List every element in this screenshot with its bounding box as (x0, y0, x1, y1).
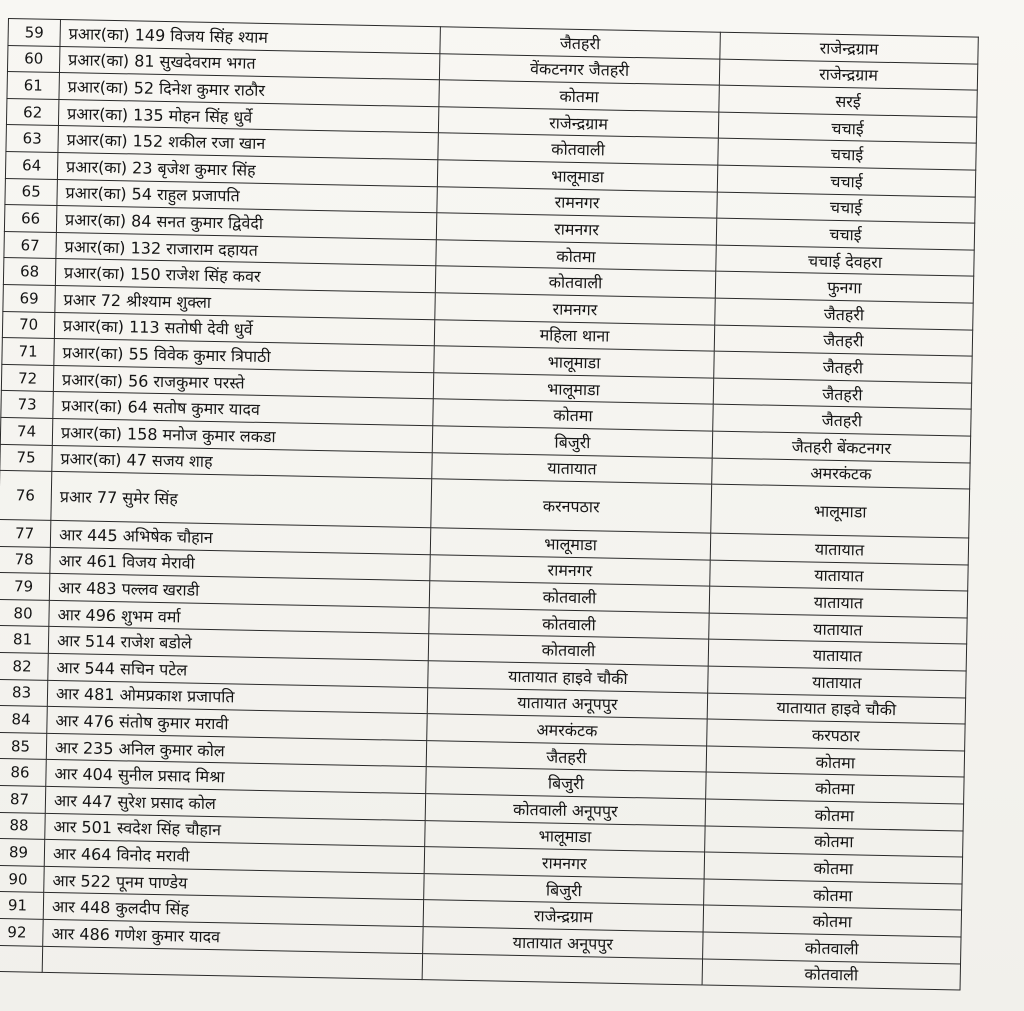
current-posting-cell: राजेन्द्रग्राम (423, 900, 703, 932)
new-posting-cell: कोतवाली (703, 932, 961, 964)
employee-name-cell: प्रआर(का) 84 सनत कुमार द्विवेदी (56, 206, 436, 240)
new-posting-cell: राजेन्द्रग्राम (719, 59, 977, 91)
serial-number-cell: 71 (2, 338, 55, 366)
current-posting-cell: कोतमा (436, 240, 716, 272)
serial-number-cell: 60 (7, 45, 60, 73)
current-posting-cell: भालूमाडा (425, 820, 705, 852)
serial-number-cell: 64 (5, 151, 58, 179)
new-posting-cell: चचाई (717, 165, 975, 197)
employee-name-cell: आर 496 शुभम वर्मा (49, 600, 429, 634)
new-posting-cell: चचाई देवहरा (716, 245, 974, 277)
new-posting-cell: जैतहरी (714, 325, 972, 357)
current-posting-cell: कोतवाली (429, 581, 709, 613)
serial-number-cell: 76 (0, 471, 52, 521)
serial-number-cell: 80 (0, 599, 49, 627)
current-posting-cell: भालूमाडा (430, 528, 710, 560)
employee-name-cell: प्रआर(का) 158 मनोज कुमार लकडा (52, 418, 432, 452)
serial-number-cell: 91 (0, 892, 44, 920)
current-posting-cell: महिला थाना (434, 319, 714, 351)
employee-name-cell: आर 522 पूनम पाण्डेय (44, 866, 424, 900)
employee-name-cell: प्रआर(का) 152 शकील रजा खान (58, 126, 438, 160)
new-posting-cell: यातायात (710, 533, 968, 565)
serial-number-cell: 72 (1, 364, 54, 392)
employee-name-cell: आर 404 सुनील प्रसाद मिश्रा (46, 760, 426, 794)
serial-number-cell: 84 (0, 706, 47, 734)
current-posting-cell: यातायात अनूपपुर (427, 687, 707, 719)
new-posting-cell: चचाई (718, 112, 976, 144)
serial-number-cell: 70 (2, 311, 55, 339)
new-posting-cell: करपठार (707, 719, 965, 751)
serial-number-cell: 88 (0, 812, 45, 840)
current-posting-cell: रामनगर (437, 186, 717, 218)
new-posting-cell: यातायात (709, 586, 967, 618)
employee-name-cell: आर 476 संतोष कुमार मरावी (47, 707, 427, 741)
transfer-table (0, 18, 979, 991)
new-posting-cell: चचाई (718, 139, 976, 171)
new-posting-cell: राजेन्द्रग्राम (720, 32, 978, 64)
employee-name-cell: प्रआर(का) 54 राहुल प्रजापति (57, 179, 437, 213)
employee-name-cell: प्रआर 77 सुमेर सिंह (51, 472, 432, 528)
employee-name-cell: प्रआर(का) 55 विवेक कुमार त्रिपाठी (54, 339, 434, 373)
serial-number-cell: 90 (0, 865, 44, 893)
serial-number-cell: 73 (1, 391, 54, 419)
current-posting-cell: बिजुरी (426, 767, 706, 799)
employee-name-cell: आर 235 अनिल कुमार कोल (46, 733, 426, 767)
new-posting-cell: अमरकंटक (712, 458, 970, 490)
serial-number-cell: 87 (0, 785, 46, 813)
current-posting-cell: जैतहरी (440, 27, 720, 59)
current-posting-cell: बिजुरी (432, 426, 712, 458)
new-posting-cell: यातायात हाइवे चौकी (707, 693, 965, 725)
employee-name-cell: आर 483 पल्लव खराडी (49, 574, 429, 608)
employee-name-cell: प्रआर(का) 135 मोहन सिंह धुर्वे (58, 99, 438, 133)
new-posting-cell: जैतहरी बेंकटनगर (712, 431, 970, 463)
current-posting-cell: भालूमाडा (437, 160, 717, 192)
serial-number-cell: 67 (4, 231, 57, 259)
serial-number-cell: 75 (0, 444, 52, 472)
employee-name-cell: आर 461 विजय मेरावी (50, 547, 430, 581)
serial-number-cell: 77 (0, 520, 51, 548)
employee-name-cell: प्रआर(का) 150 राजेश सिंह कवर (55, 259, 435, 293)
current-posting-cell: कोतवाली (429, 608, 709, 640)
employee-name-cell: प्रआर(का) 132 राजाराम दहायत (56, 232, 436, 266)
current-posting-cell: करनपठार (431, 479, 712, 533)
serial-number-cell: 66 (4, 205, 57, 233)
employee-name-cell: प्रआर(का) 23 बृजेश कुमार सिंह (57, 152, 437, 186)
employee-name-cell: आर 447 सुरेश प्रसाद कोल (45, 786, 425, 820)
current-posting-cell: कोतवाली अनूपपुर (425, 794, 705, 826)
new-posting-cell: चचाई (716, 218, 974, 250)
serial-number-cell: 68 (3, 258, 56, 286)
serial-number-cell: 92 (0, 918, 43, 946)
serial-number-cell (0, 945, 43, 973)
new-posting-cell: चचाई (717, 192, 975, 224)
serial-number-cell: 83 (0, 679, 48, 707)
employee-name-cell: आर 481 ओमप्रकाश प्रजापति (47, 680, 427, 714)
employee-name-cell: आर 486 गणेश कुमार यादव (43, 919, 423, 953)
employee-name-cell: आर 464 विनोद मरावी (44, 840, 424, 874)
current-posting-cell: कोतवाली (438, 133, 718, 165)
current-posting-cell: कोतमा (439, 80, 719, 112)
employee-name-cell: आर 445 अभिषेक चौहान (50, 521, 430, 555)
serial-number-cell: 63 (6, 125, 59, 153)
current-posting-cell (422, 953, 702, 985)
transfer-table-body (0, 19, 978, 991)
employee-name-cell: प्रआर(का) 47 सजय शाह (52, 445, 432, 479)
new-posting-cell: जैतहरी (713, 404, 971, 436)
new-posting-cell: जैतहरी (715, 298, 973, 330)
new-posting-cell: कोतमा (705, 826, 963, 858)
new-posting-cell: भालूमाडा (711, 484, 970, 538)
employee-name-cell: प्रआर(का) 113 सतोषी देवी धुर्वे (54, 312, 434, 346)
current-posting-cell: यातायात (432, 452, 712, 484)
current-posting-cell: रामनगर (435, 293, 715, 325)
new-posting-cell: कोतमा (704, 879, 962, 911)
new-posting-cell: कोतमा (704, 852, 962, 884)
new-posting-cell: जैतहरी (713, 378, 971, 410)
serial-number-cell: 79 (0, 573, 50, 601)
new-posting-cell: यातायात (708, 666, 966, 698)
current-posting-cell: बिजुरी (424, 873, 704, 905)
current-posting-cell: कोतवाली (435, 266, 715, 298)
new-posting-cell: कोतमा (703, 905, 961, 937)
new-posting-cell: यातायात (708, 640, 966, 672)
serial-number-cell: 62 (6, 98, 59, 126)
new-posting-cell: जैतहरी (714, 351, 972, 383)
employee-name-cell: प्रआर(का) 52 दिनेश कुमार राठौर (59, 73, 439, 107)
serial-number-cell: 74 (0, 417, 53, 445)
serial-number-cell: 78 (0, 546, 50, 574)
new-posting-cell: कोतमा (706, 746, 964, 778)
serial-number-cell: 85 (0, 732, 47, 760)
employee-name-cell: आर 448 कुलदीप सिंह (43, 893, 423, 927)
current-posting-cell: वेंकटनगर जैतहरी (439, 53, 719, 85)
new-posting-cell: यातायात (710, 560, 968, 592)
new-posting-cell: कोतवाली (702, 959, 960, 991)
transfer-table-wrapper (0, 18, 978, 991)
serial-number-cell: 86 (0, 759, 46, 787)
serial-number-cell: 65 (5, 178, 58, 206)
current-posting-cell: रामनगर (430, 554, 710, 586)
serial-number-cell: 82 (0, 652, 48, 680)
new-posting-cell: फुनगा (715, 271, 973, 303)
employee-name-cell: प्रआर(का) 56 राजकुमार परस्ते (53, 365, 433, 399)
current-posting-cell: कोतवाली (428, 634, 708, 666)
employee-name-cell: आर 514 राजेश बडोले (48, 627, 428, 661)
employee-name-cell: प्रआर(का) 149 विजय सिंह श्याम (60, 20, 440, 54)
new-posting-cell: कोतमा (705, 799, 963, 831)
employee-name-cell: आर 544 सचिन पटेल (48, 653, 428, 687)
current-posting-cell: राजेन्द्रग्राम (438, 107, 718, 139)
current-posting-cell: यातायात हाइवे चौकी (428, 661, 708, 693)
current-posting-cell: अमरकंटक (427, 714, 707, 746)
employee-name-cell: प्रआर(का) 64 सतोष कुमार यादव (53, 392, 433, 426)
serial-number-cell: 61 (7, 72, 60, 100)
current-posting-cell: भालूमाडा (434, 346, 714, 378)
current-posting-cell: भालूमाडा (433, 372, 713, 404)
serial-number-cell: 69 (3, 284, 56, 312)
current-posting-cell: रामनगर (436, 213, 716, 245)
serial-number-cell: 59 (8, 19, 61, 47)
current-posting-cell: जैतहरी (426, 741, 706, 773)
new-posting-cell: कोतमा (706, 772, 964, 804)
current-posting-cell: कोतमा (433, 399, 713, 431)
serial-number-cell: 81 (0, 626, 49, 654)
employee-name-cell: आर 501 स्वदेश सिंह चौहान (45, 813, 425, 847)
employee-name-cell: प्रआर(का) 81 सुखदेवराम भगत (59, 46, 439, 80)
employee-name-cell: प्रआर 72 श्रीश्याम शुक्ला (55, 285, 435, 319)
new-posting-cell: सरई (719, 85, 977, 117)
serial-number-cell: 89 (0, 839, 45, 867)
current-posting-cell: रामनगर (424, 847, 704, 879)
current-posting-cell: यातायात अनूपपुर (423, 927, 703, 959)
new-posting-cell: यातायात (709, 613, 967, 645)
